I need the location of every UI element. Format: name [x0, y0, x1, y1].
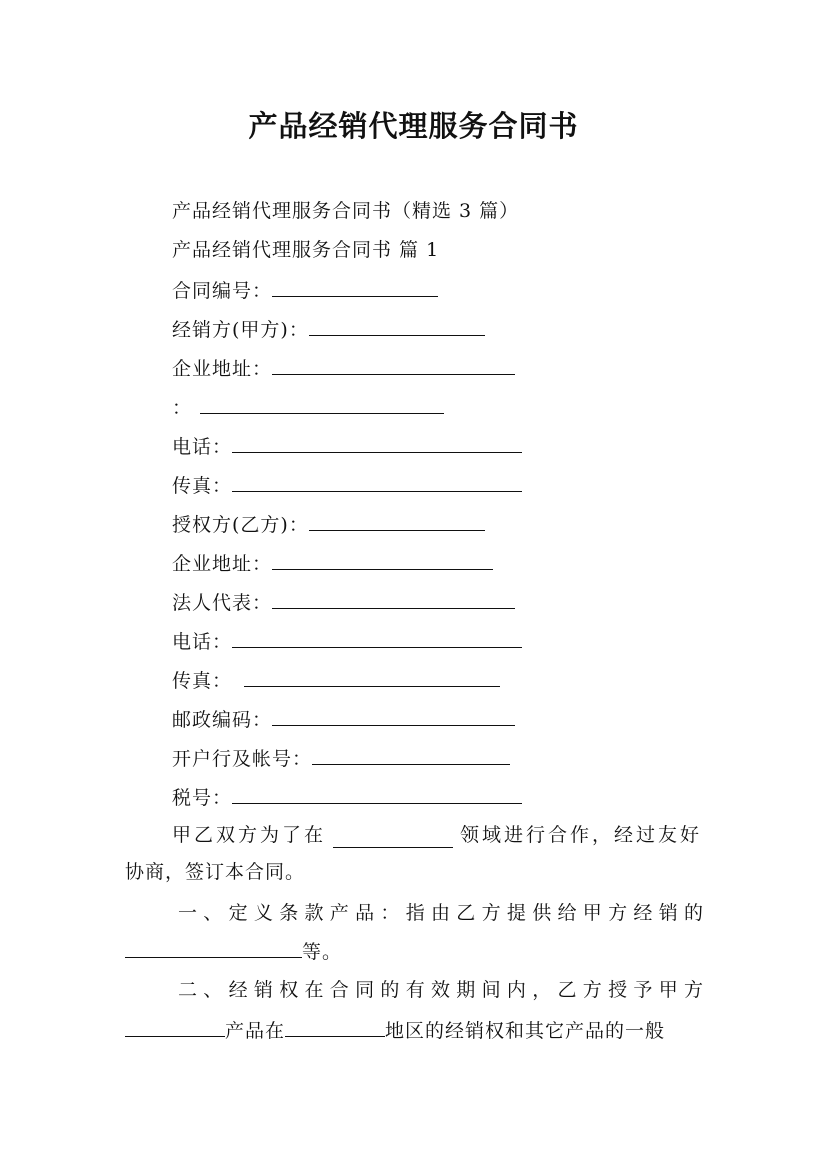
field-label: 开户行及帐号：	[172, 748, 313, 770]
fill-blank	[232, 627, 522, 648]
paragraph-3-line-2	[125, 1016, 665, 1044]
field-label: 传真：	[172, 475, 233, 497]
field-phone-2	[172, 627, 522, 655]
fill-blank	[312, 744, 510, 765]
fill-blank	[285, 1016, 385, 1037]
field-postal-code	[172, 705, 515, 733]
field-label: ：	[172, 397, 193, 419]
field-label: 邮政编码：	[172, 709, 273, 731]
document-title: 产品经销代理服务合同书	[248, 109, 579, 143]
field-label: 电话：	[172, 436, 233, 458]
field-tax-number	[172, 783, 522, 811]
field-bank-account	[172, 744, 510, 772]
part-heading: 产品经销代理服务合同书 篇 1	[172, 239, 440, 261]
field-phone	[172, 432, 522, 460]
fill-blank	[272, 705, 515, 726]
paragraph-text: 甲乙双方为了在	[172, 824, 327, 846]
field-unlabeled	[172, 393, 444, 421]
fill-blank	[125, 937, 302, 958]
paragraph-text: 地区的经销权和其它产品的一般	[385, 1020, 666, 1042]
field-company-address-2	[172, 549, 493, 577]
field-company-address	[172, 354, 515, 382]
field-label: 传真：	[172, 670, 233, 692]
paragraph-text: 领域进行合作，经过友好	[459, 824, 702, 846]
fill-blank	[272, 354, 515, 375]
paragraph-text: 产品在	[225, 1020, 286, 1042]
field-label: 企业地址：	[172, 358, 273, 380]
fill-blank	[333, 827, 453, 848]
field-legal-representative	[172, 588, 515, 616]
paragraph-1-line-1	[172, 822, 702, 848]
fill-blank	[272, 588, 515, 609]
fill-blank	[309, 510, 485, 531]
fill-blank	[200, 393, 444, 414]
field-label: 授权方(乙方)：	[172, 514, 309, 536]
field-label: 税号：	[172, 787, 233, 809]
field-contract-number	[172, 276, 438, 304]
fill-blank	[309, 315, 485, 336]
fill-blank	[272, 549, 493, 570]
paragraph-3-line-1: 二、经销权在合同的有效期间内，乙方授予甲方	[178, 979, 710, 1001]
fill-blank	[272, 276, 438, 297]
field-label: 合同编号：	[172, 280, 273, 302]
fill-blank	[232, 783, 522, 804]
field-label: 经销方(甲方)：	[172, 319, 309, 341]
field-fax-2	[172, 666, 500, 694]
fill-blank	[125, 1016, 225, 1037]
field-licensor	[172, 510, 485, 538]
paragraph-text: 等。	[302, 941, 343, 963]
fill-blank	[244, 666, 500, 687]
paragraph-2-line-2	[125, 937, 342, 965]
fill-blank	[232, 471, 522, 492]
field-label: 企业地址：	[172, 553, 273, 575]
paragraph-2-line-1: 一、定义条款产品：指由乙方提供给甲方经销的	[178, 902, 710, 924]
field-label: 法人代表：	[172, 592, 273, 614]
document-subtitle: 产品经销代理服务合同书（精选 3 篇）	[172, 200, 520, 222]
field-distributor	[172, 315, 485, 343]
field-label: 电话：	[172, 631, 233, 653]
paragraph-1-line-2: 协商，签订本合同。	[125, 861, 306, 883]
field-fax	[172, 471, 522, 499]
fill-blank	[232, 432, 522, 453]
